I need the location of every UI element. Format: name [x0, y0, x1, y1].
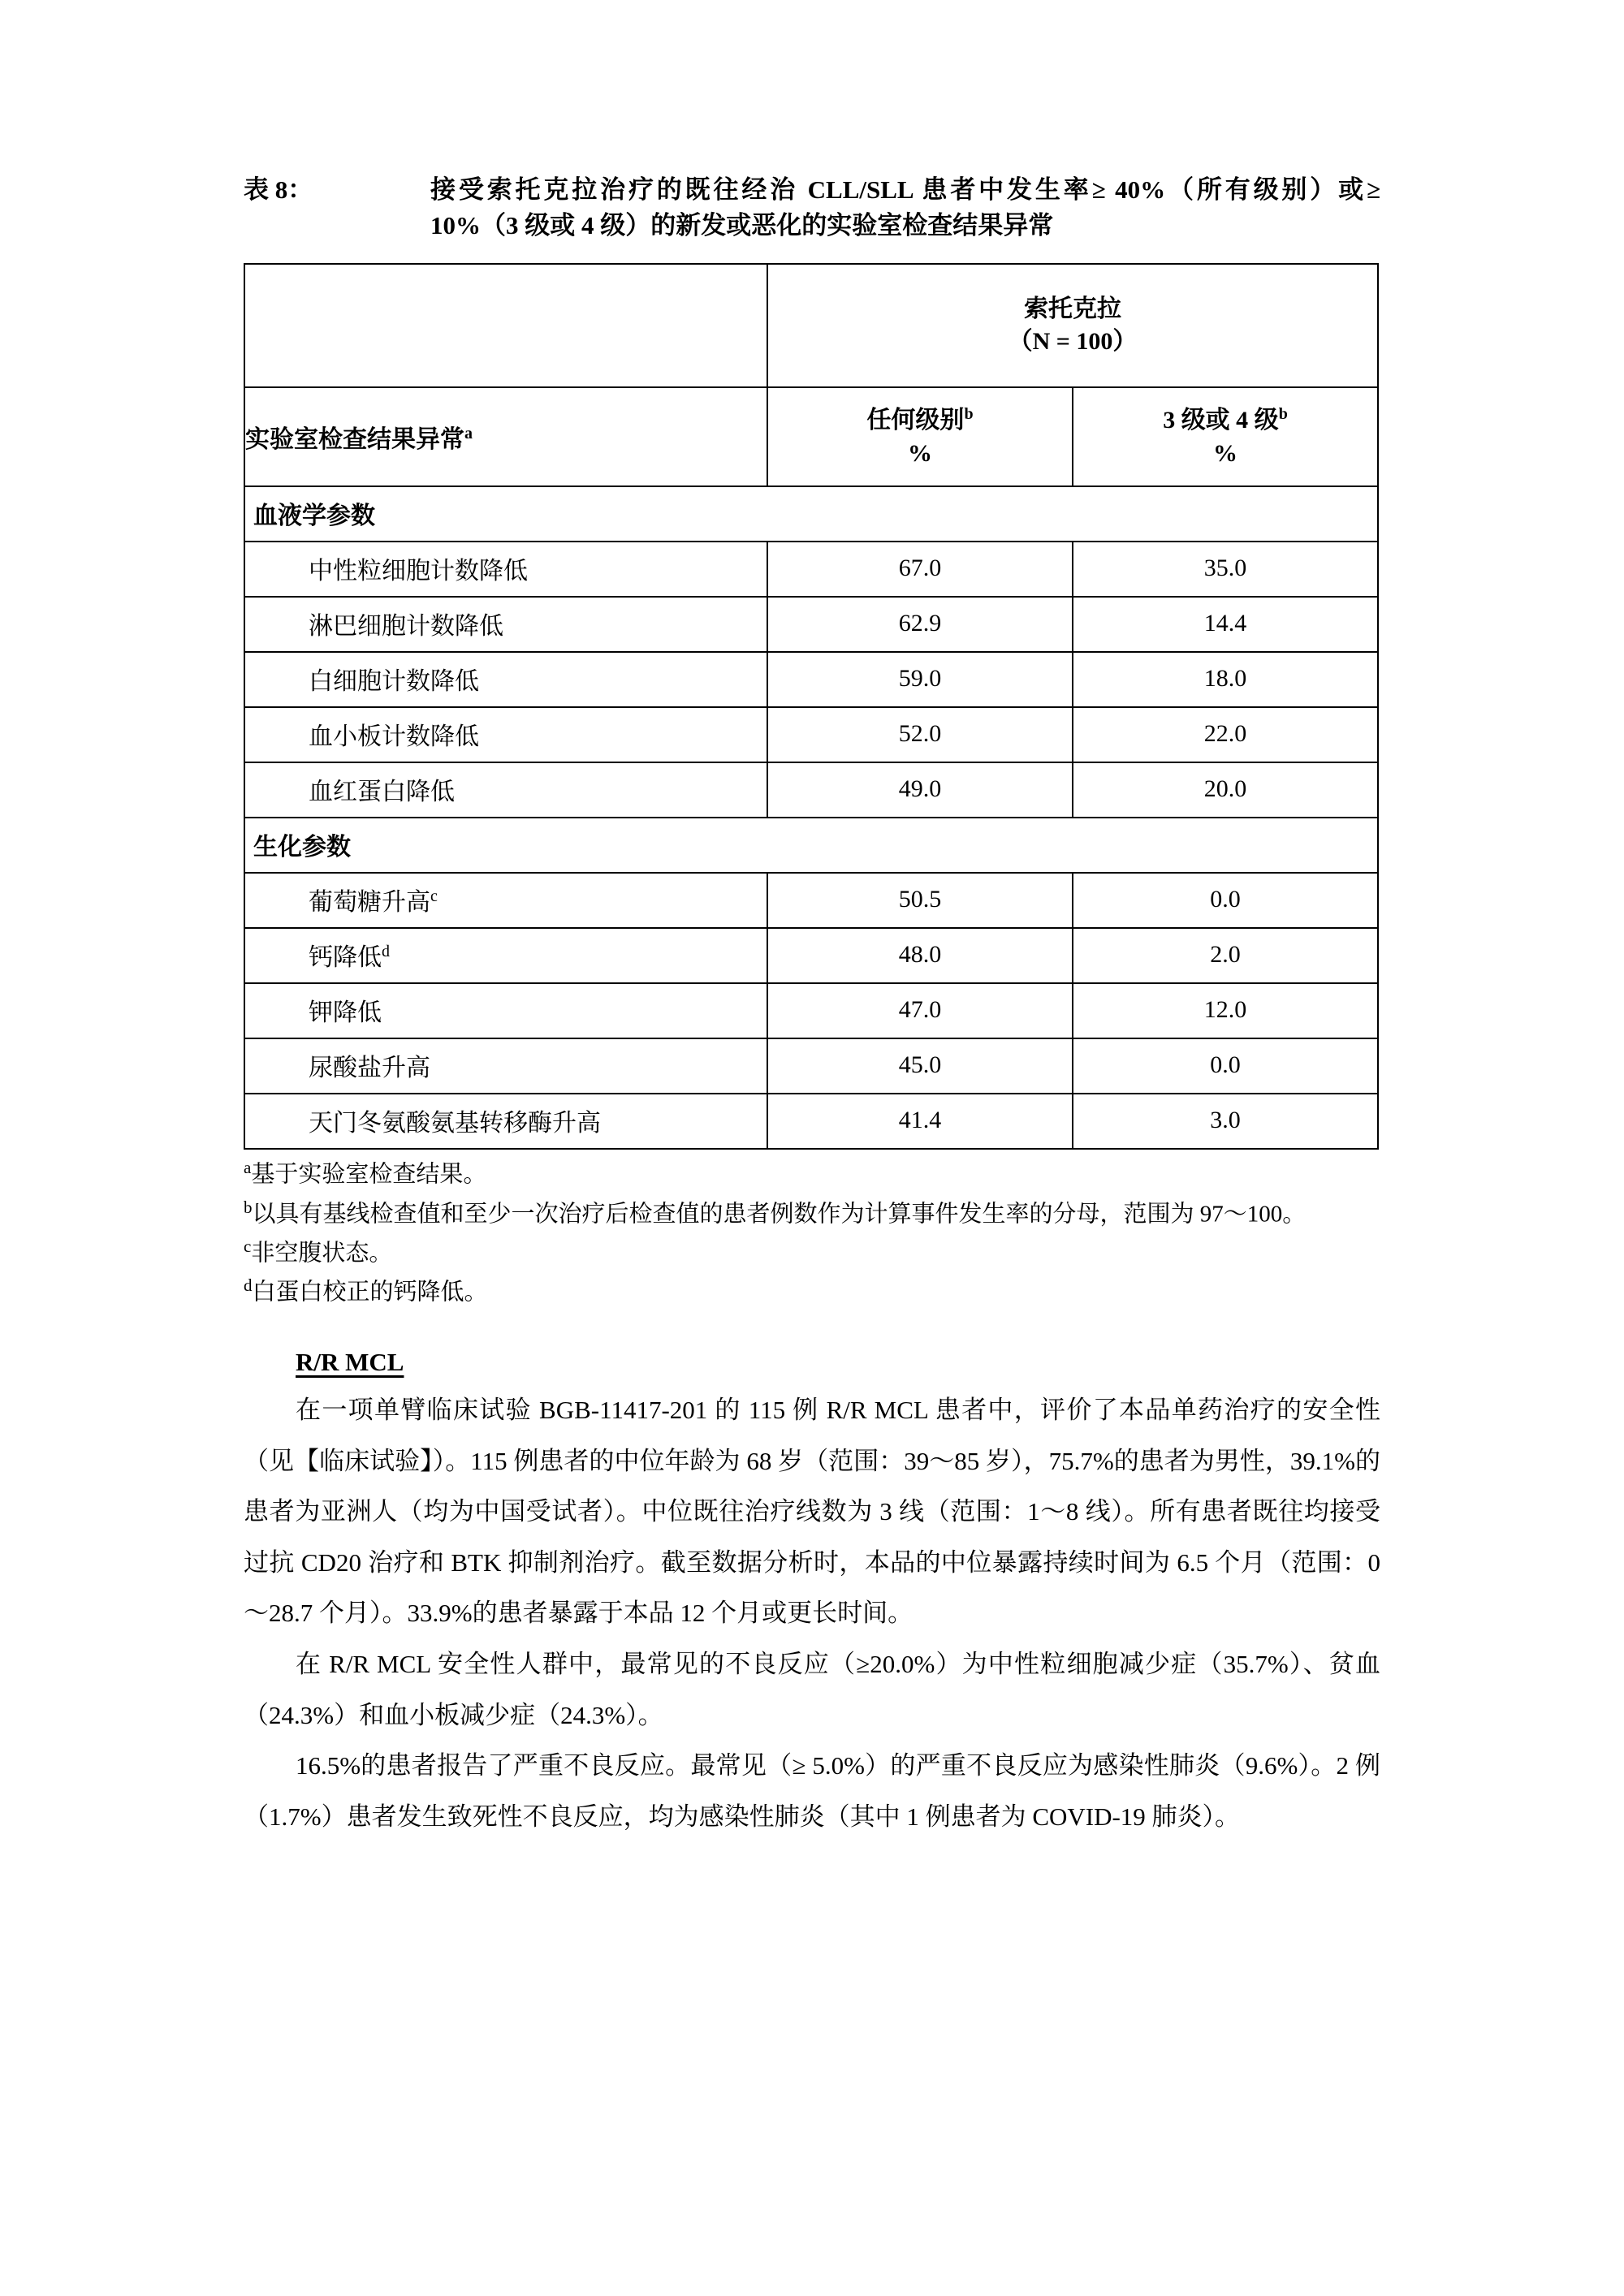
table-row: [244, 928, 1378, 983]
row-grade34-value: 3.0: [1073, 1094, 1378, 1149]
body-paragraph-2: 在 R/R MCL 安全性人群中，最常见的不良反应（≥20.0%）为中性粒细胞减少症（35.7%）、贫血（24.3%）和血小板减少症（24.3%）。: [244, 1649, 1380, 1729]
table-caption-label: 表 8：: [244, 175, 313, 204]
table-row: [244, 652, 1378, 707]
row-label: [244, 1094, 767, 1149]
row-label: [244, 597, 767, 652]
header-any-grade-text: 任何级别: [866, 407, 965, 434]
header-grade34-unit: %: [1213, 439, 1237, 467]
page-content: [244, 172, 1380, 1842]
row-label-text: 淋巴细胞计数降低: [309, 613, 503, 641]
header-grade34-line: [1073, 404, 1377, 437]
table-caption-text: 接受索托克拉治疗的既往经治 CLL/SLL 患者中发生率≥ 40%（所有级别）或≥ 10%（3 级或 4 级）的新发或恶化的实验室检查结果异常: [430, 175, 1380, 240]
row-any-grade-value: 49.0: [767, 762, 1073, 818]
footnote-a: [244, 1154, 1380, 1193]
header-any-grade-line: [768, 404, 1072, 437]
row-any-grade-value: 52.0: [767, 707, 1073, 762]
table-row: [244, 1038, 1378, 1094]
footnote-c-text: 非空腹状态。: [251, 1240, 393, 1267]
row-any-grade-value: 62.9: [767, 597, 1073, 652]
header-grade34-sup: b: [1278, 405, 1288, 424]
body-paragraph-3: 16.5%的患者报告了严重不良反应。最常见（≥ 5.0%）的严重不良反应为感染性肺炎（9.6%）。2 例（1.7%）患者发生致死性不良反应，均为感染性肺炎（其中 1 例患者为 COVID-19 肺炎）。: [244, 1751, 1380, 1831]
section-heading: [244, 1348, 1380, 1377]
header-grade34-text: 3 级或 4 级: [1163, 407, 1279, 434]
row-label-text: 血红蛋白降低: [309, 779, 455, 806]
header-drug-n: （N = 100）: [1008, 328, 1138, 356]
footnote-b: [244, 1194, 1380, 1233]
footnote-a-mark: a: [244, 1158, 252, 1178]
table-section-header: [244, 486, 1378, 542]
table-footnotes: [244, 1154, 1380, 1312]
footnote-c: [244, 1233, 1380, 1272]
row-grade34-value: 20.0: [1073, 762, 1378, 818]
row-label: [244, 873, 767, 928]
row-label-text: 钙降低: [309, 944, 382, 972]
footnote-a-text: 基于实验室检查结果。: [251, 1161, 487, 1188]
table-caption: [244, 172, 1380, 244]
table-section-title: 血液学参数: [244, 486, 1378, 542]
header-drug-name: 索托克拉: [1024, 295, 1121, 322]
row-grade34-value: 22.0: [1073, 707, 1378, 762]
header-any-grade-cell: [767, 387, 1073, 486]
row-any-grade-value: 50.5: [767, 873, 1073, 928]
table-row: [244, 983, 1378, 1038]
header-row-label-sup: a: [464, 425, 473, 443]
footnote-d-text: 白蛋白校正的钙降低。: [252, 1280, 488, 1306]
row-grade34-value: 18.0: [1073, 652, 1378, 707]
header-grade34-cell: [1073, 387, 1378, 486]
row-any-grade-value: 48.0: [767, 928, 1073, 983]
row-label-text: 钾降低: [309, 999, 382, 1027]
header-spacer-cell: [244, 264, 767, 387]
row-any-grade-value: 45.0: [767, 1038, 1073, 1094]
row-label-text: 中性粒细胞计数降低: [309, 558, 528, 585]
header-drug-cell: [767, 264, 1378, 387]
table-row: [244, 762, 1378, 818]
header-row-label-cell: [244, 387, 767, 486]
row-label-text: 白细胞计数降低: [309, 668, 479, 696]
footnote-c-mark: c: [244, 1236, 252, 1256]
row-any-grade-value: 59.0: [767, 652, 1073, 707]
table-row: [244, 873, 1378, 928]
header-row-label-text: 实验室检查结果异常: [245, 426, 464, 454]
table-row: [244, 542, 1378, 597]
header-any-grade-sup: b: [964, 405, 974, 424]
table-row: [244, 597, 1378, 652]
table-section-title: 生化参数: [244, 818, 1378, 873]
table-section-header: [244, 818, 1378, 873]
row-grade34-value: 14.4: [1073, 597, 1378, 652]
footnote-b-mark: b: [244, 1197, 253, 1217]
table-body: [244, 264, 1378, 1149]
row-grade34-value: 0.0: [1073, 873, 1378, 928]
row-grade34-value: 2.0: [1073, 928, 1378, 983]
table-header-row-columns: [244, 387, 1378, 486]
row-label: [244, 542, 767, 597]
row-label-text: 天门冬氨酸氨基转移酶升高: [309, 1110, 601, 1137]
lab-abnormality-table: [244, 263, 1379, 1150]
row-any-grade-value: 47.0: [767, 983, 1073, 1038]
footnote-b-text: 以具有基线检查值和至少一次治疗后检查值的患者例数作为计算事件发生率的分母，范围为 97～100。: [252, 1201, 1307, 1228]
row-label: [244, 983, 767, 1038]
row-label: [244, 762, 767, 818]
row-label: [244, 928, 767, 983]
body-paragraph-1: 在一项单臂临床试验 BGB-11417-201 的 115 例 R/R MCL 患者中，评价了本品单药治疗的安全性（见【临床试验】）。115 例患者的中位年龄为 68 岁（范围：39～85 岁），75.7%的患者为男性，39.1%的患者为亚洲人（均为中国受试者）。中位既往治疗线数为 3 线（范围：1～8 线）。所有患者既往均接受过抗 CD20 治疗和 BTK 抑制剂治疗。截至数据分析时，本品的中位暴露持续时间为 6.5 个月（范围：0～28.7 个月）。33.9%的患者暴露于本品 12 个月或更长时间。: [244, 1395, 1380, 1628]
table-row: [244, 707, 1378, 762]
footnote-d: [244, 1272, 1380, 1311]
table-header-row-drug: [244, 264, 1378, 387]
row-any-grade-value: 67.0: [767, 542, 1073, 597]
row-label: [244, 652, 767, 707]
footnote-d-mark: d: [244, 1275, 253, 1296]
row-label-text: 血小板计数降低: [309, 723, 479, 751]
table-row: [244, 1094, 1378, 1149]
row-label: [244, 707, 767, 762]
row-grade34-value: 35.0: [1073, 542, 1378, 597]
row-grade34-value: 0.0: [1073, 1038, 1378, 1094]
row-label-sup: c: [430, 887, 438, 906]
row-grade34-value: 12.0: [1073, 983, 1378, 1038]
row-label-sup: d: [382, 943, 390, 961]
row-any-grade-value: 41.4: [767, 1094, 1073, 1149]
section-heading-text: R/R MCL: [296, 1347, 404, 1376]
header-any-grade-unit: %: [908, 439, 932, 467]
row-label-text: 尿酸盐升高: [309, 1055, 430, 1082]
row-label-text: 葡萄糖升高: [309, 889, 430, 917]
row-label: [244, 1038, 767, 1094]
